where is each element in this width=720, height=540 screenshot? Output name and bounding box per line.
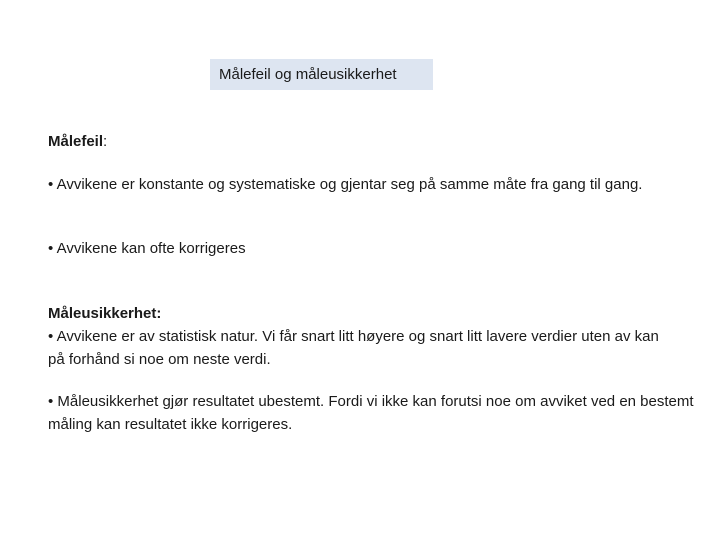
heading-colon: :: [103, 133, 108, 150]
heading-text: Målefeil: [48, 133, 104, 150]
section-heading-malefeil: [48, 130, 107, 153]
bullet-malefeil-2: • Avvikene kan ofte korrigeres: [48, 240, 246, 257]
bullet-maleusikkerhet-1: • Avvikene er av statistisk natur. Vi får snart litt høyere og snart litt lavere verdier uten av kan på forhånd si noe om neste verdi.: [48, 328, 659, 368]
bullet-maleusikkerhet-2: • Måleusikkerhet gjør resultatet ubestemt. Fordi vi ikke kan forutsi noe om avviket ved en bestemt måling kan resultatet ikke korrigeres.: [48, 393, 694, 433]
bullet-malefeil-1: • Avvikene er konstante og systematiske og gjentar seg på samme måte fra gang til gang.: [48, 176, 643, 193]
slide-title: Målefeil og måleusikkerhet: [210, 59, 433, 90]
section-heading-maleusikkerhet: Måleusikkerhet:: [48, 305, 162, 322]
